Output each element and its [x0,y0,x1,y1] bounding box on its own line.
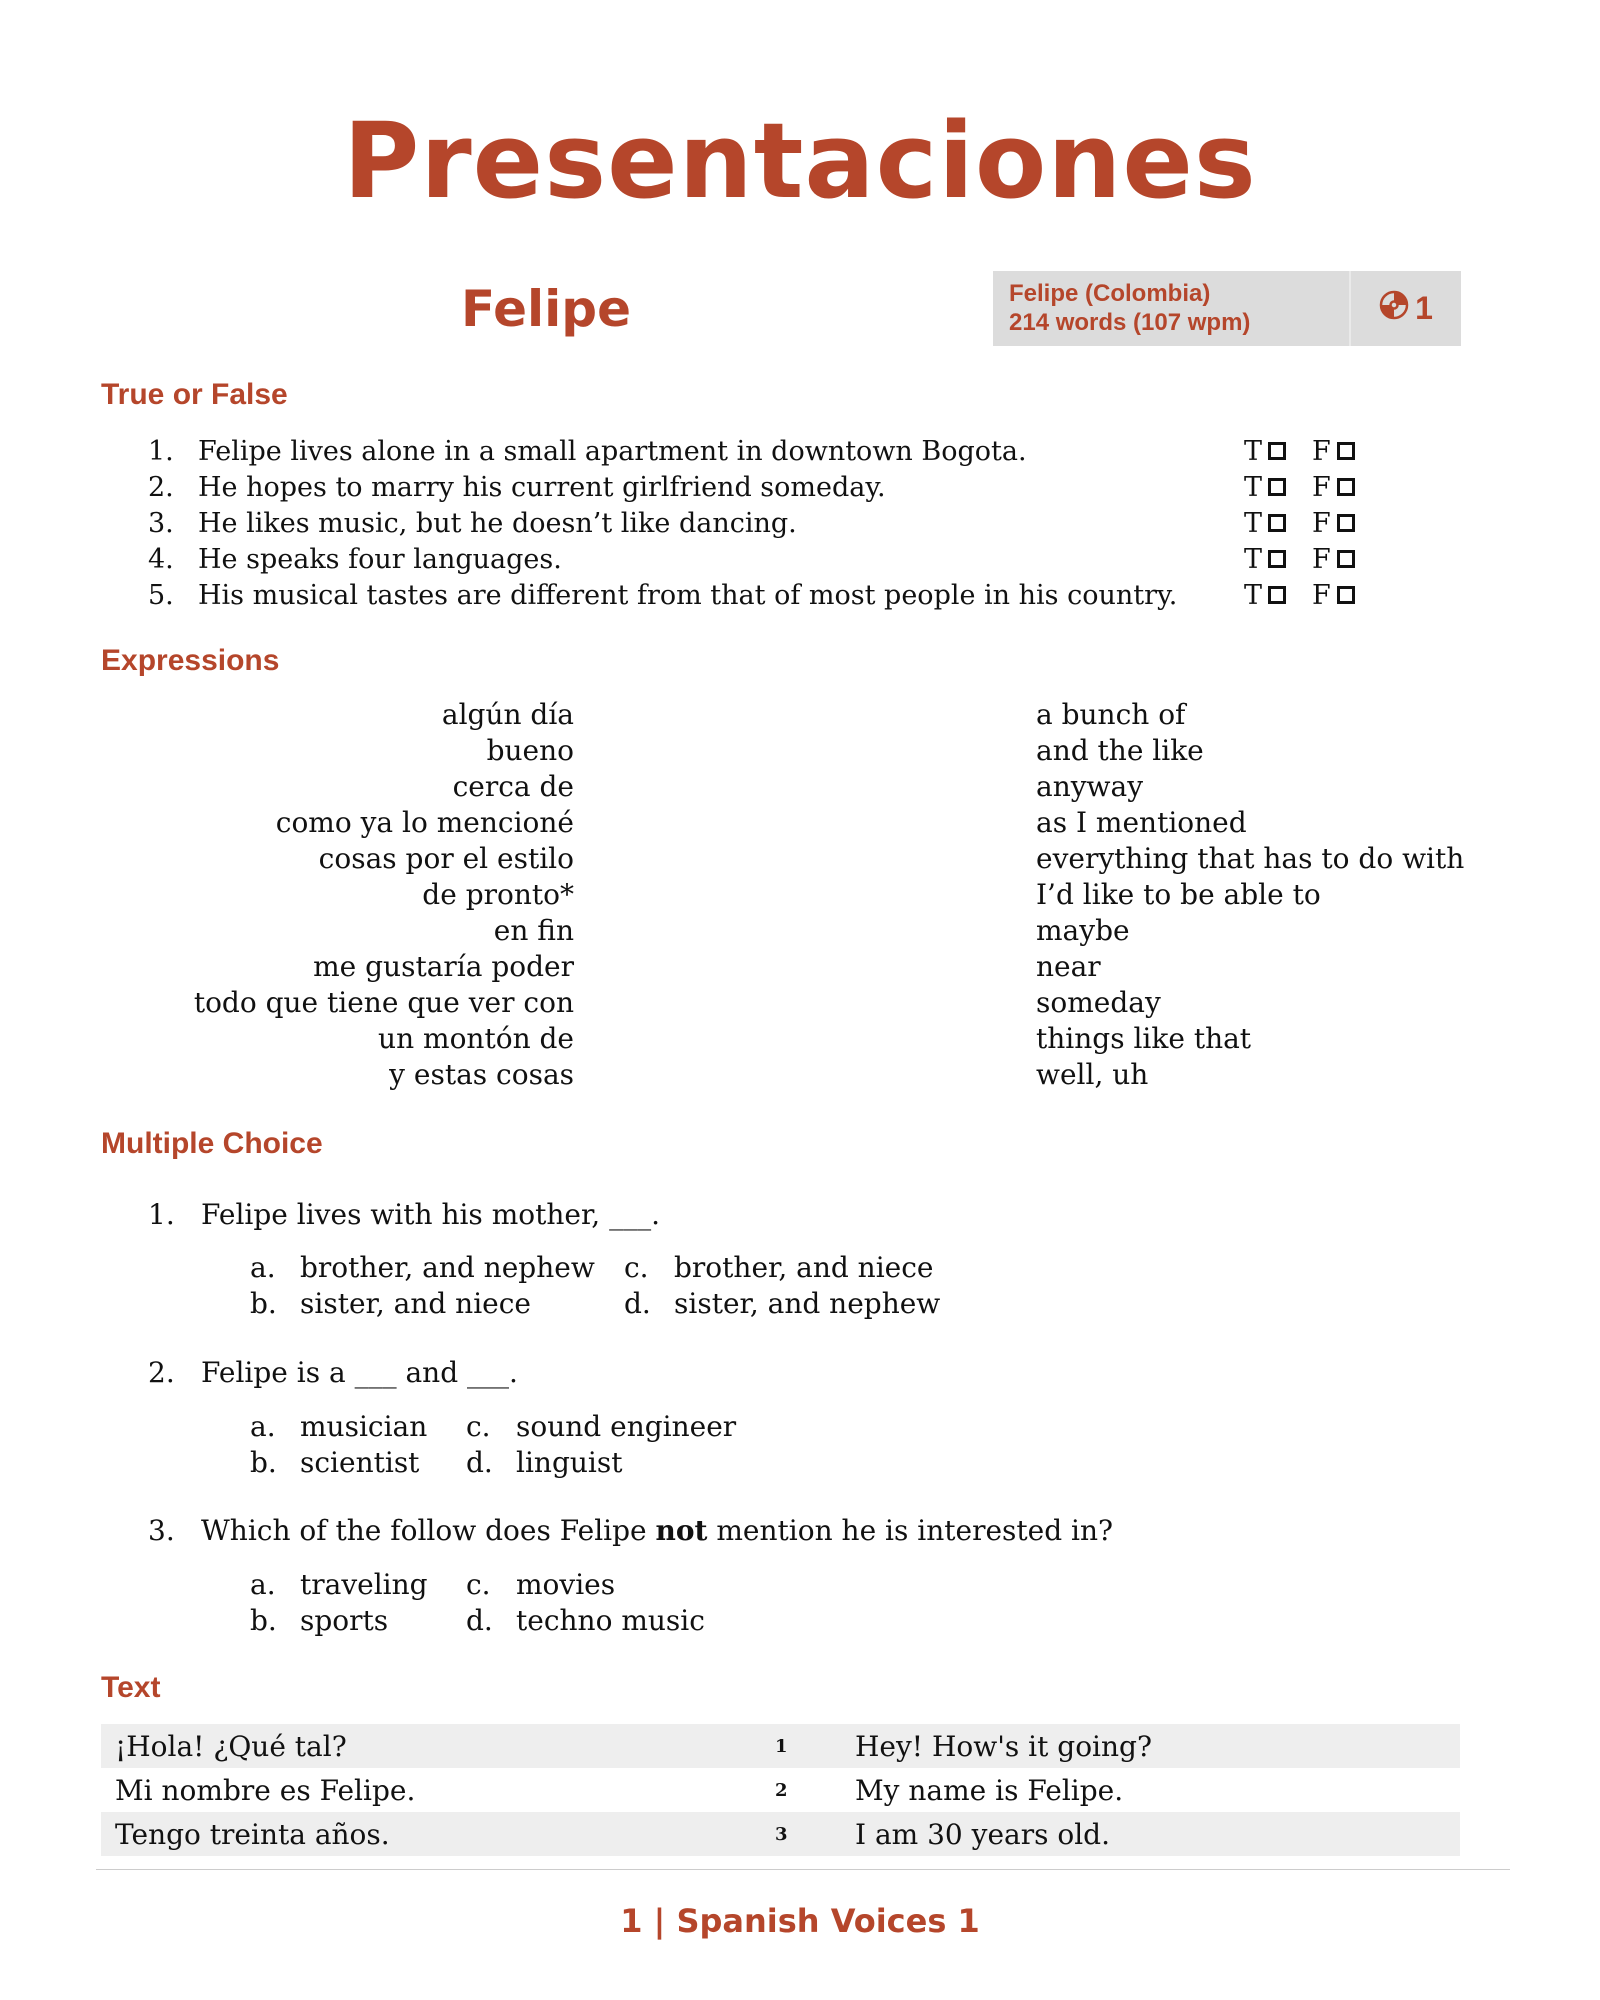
english-expression: everything that has to do with [1036,842,1465,875]
answer-boxes [1244,436,1355,467]
option-text: traveling [300,1568,428,1601]
spanish-line: Mi nombre es Felipe. [115,1773,416,1807]
option-text: sports [300,1604,389,1637]
false-label: F [1312,507,1331,539]
option-text: brother, and niece [674,1251,934,1284]
question-text-end: mention he is interested in? [707,1514,1114,1547]
question-number: 3. [148,1514,175,1547]
item-number: 5. [148,579,174,611]
english-line: I am 30 years old. [855,1817,1111,1851]
line-number: 2 [775,1779,788,1801]
false-label: F [1312,435,1331,467]
option-letter: b. [250,1446,277,1479]
question-number: 2. [148,1356,175,1389]
item-text: He hopes to marry his current girlfriend someday. [198,471,886,503]
item-text: His musical tastes are different from that of most people in his country. [198,579,1178,611]
english-expression: as I mentioned [1036,806,1247,839]
spanish-line: Tengo treinta años. [115,1817,390,1851]
item-text: Felipe lives alone in a small apartment in downtown Bogota. [198,435,1027,467]
audio-info-box [993,271,1461,346]
option[interactable] [250,1567,428,1603]
option-letter: d. [466,1604,493,1637]
option[interactable] [466,1567,615,1603]
false-label: F [1312,471,1331,503]
info-text [993,271,1349,346]
option-letter: d. [624,1287,651,1320]
true-false-item [148,577,1388,613]
option-text: musician [300,1410,428,1443]
spanish-line: ¡Hola! ¿Qué tal? [115,1729,347,1763]
footer-separator: | [653,1902,666,1940]
english-expression: maybe [1036,914,1130,947]
multiple-choice-heading: Multiple Choice [101,1127,323,1160]
option[interactable] [250,1409,427,1445]
speaker-origin: Felipe (Colombia) [1009,280,1211,307]
text-heading: Text [101,1671,161,1704]
transcript-row [101,1724,1460,1768]
answer-boxes [1244,580,1355,611]
option[interactable] [466,1603,705,1639]
question-text-start: Which of the follow does Felipe [201,1514,656,1547]
expressions-heading: Expressions [101,644,280,677]
option-letter: b. [250,1287,277,1320]
true-checkbox[interactable] [1268,550,1286,568]
transcript-row [101,1812,1460,1856]
option-letter: d. [466,1446,493,1479]
english-expression: things like that [1036,1022,1252,1055]
option-text: sister, and nephew [674,1287,941,1320]
option-letter: a. [250,1410,276,1443]
false-checkbox[interactable] [1337,586,1355,604]
spanish-expression: de pronto* [422,878,574,911]
true-false-item [148,505,1388,541]
spanish-expression: cerca de [452,770,574,803]
option[interactable] [624,1286,940,1322]
english-expression: anyway [1036,770,1144,803]
page-footer [0,1902,1600,1940]
answer-boxes [1244,508,1355,539]
true-false-list [148,433,1388,613]
true-false-item [148,541,1388,577]
option[interactable] [250,1286,531,1322]
option-letter: c. [624,1251,649,1284]
mc-question-1 [148,1198,660,1231]
english-expression: near [1036,950,1101,983]
option[interactable] [466,1445,622,1481]
false-checkbox[interactable] [1337,442,1355,460]
false-checkbox[interactable] [1337,514,1355,532]
true-false-item [148,433,1388,469]
option-text: movies [516,1568,616,1601]
answer-boxes [1244,472,1355,503]
false-checkbox[interactable] [1337,550,1355,568]
item-text: He speaks four languages. [198,543,562,575]
false-label: F [1312,579,1331,611]
option-letter: c. [466,1568,491,1601]
expressions-english-column [1036,697,1536,1093]
spanish-expression: bueno [486,734,574,767]
option-text: brother, and nephew [300,1251,595,1284]
page-number: 1 [620,1902,643,1940]
option[interactable] [250,1445,419,1481]
english-expression: and the like [1036,734,1204,767]
spanish-expression: algún día [441,698,574,731]
cd-icon [1379,290,1409,328]
spanish-expression: me gustaría poder [313,950,574,983]
track-number: 1 [1415,290,1433,326]
option[interactable] [250,1250,595,1286]
option[interactable] [624,1250,934,1286]
answer-boxes [1244,544,1355,575]
true-checkbox[interactable] [1268,442,1286,460]
audio-track[interactable] [1351,271,1461,346]
question-number: 1. [148,1198,175,1231]
option-letter: b. [250,1604,277,1637]
spanish-expression: y estas cosas [389,1058,574,1091]
speaker-name-heading: Felipe [460,280,632,338]
true-label: T [1244,507,1263,539]
false-label: F [1312,543,1331,575]
option-text: scientist [300,1446,420,1479]
english-expression: a bunch of [1036,698,1186,731]
question-text: Felipe lives with his mother, ___. [201,1198,660,1231]
transcript-table [101,1724,1460,1856]
mc-question-2 [148,1356,518,1389]
true-checkbox[interactable] [1268,586,1286,604]
item-text: He likes music, but he doesn’t like dancing. [198,507,797,539]
true-label: T [1244,435,1263,467]
option-text: sound engineer [516,1410,737,1443]
book-title: Spanish Voices 1 [676,1902,980,1940]
option-letter: c. [466,1410,491,1443]
footer-divider [96,1869,1510,1870]
true-label: T [1244,471,1263,503]
spanish-expression: como ya lo mencioné [275,806,574,839]
english-expression: I’d like to be able to [1036,878,1321,911]
item-number: 1. [148,435,174,467]
item-number: 3. [148,507,174,539]
item-number: 2. [148,471,174,503]
line-number: 3 [775,1823,788,1845]
question-text: Felipe is a ___ and ___. [201,1356,518,1389]
true-checkbox[interactable] [1268,514,1286,532]
option-text: linguist [516,1446,623,1479]
item-number: 4. [148,543,174,575]
spanish-expression: un montón de [378,1022,574,1055]
option-letter: a. [250,1251,276,1284]
english-expression: someday [1036,986,1161,1019]
question-text-emphasis: not [655,1514,708,1547]
true-false-item [148,469,1388,505]
option[interactable] [466,1409,736,1445]
spanish-expression: cosas por el estilo [318,842,574,875]
true-label: T [1244,579,1263,611]
option[interactable] [250,1603,388,1639]
option-text: sister, and niece [300,1287,531,1320]
english-line: Hey! How's it going? [855,1729,1152,1763]
english-line: My name is Felipe. [855,1773,1124,1807]
spanish-expression: en fin [493,914,574,947]
transcript-row [101,1768,1460,1812]
line-number: 1 [775,1735,788,1757]
spanish-expression: todo que tiene que ver con [193,986,574,1019]
question-text [201,1514,1113,1547]
expressions-spanish-column [150,697,574,1093]
option-text: techno music [516,1604,705,1637]
true-label: T [1244,543,1263,575]
english-expression: well, uh [1036,1058,1149,1091]
option-letter: a. [250,1568,276,1601]
word-count: 214 words (107 wpm) [1009,309,1251,336]
true-checkbox[interactable] [1268,478,1286,496]
true-false-heading: True or False [101,378,288,411]
page-title: Presentaciones [343,100,1257,222]
false-checkbox[interactable] [1337,478,1355,496]
mc-question-3 [148,1514,1113,1547]
